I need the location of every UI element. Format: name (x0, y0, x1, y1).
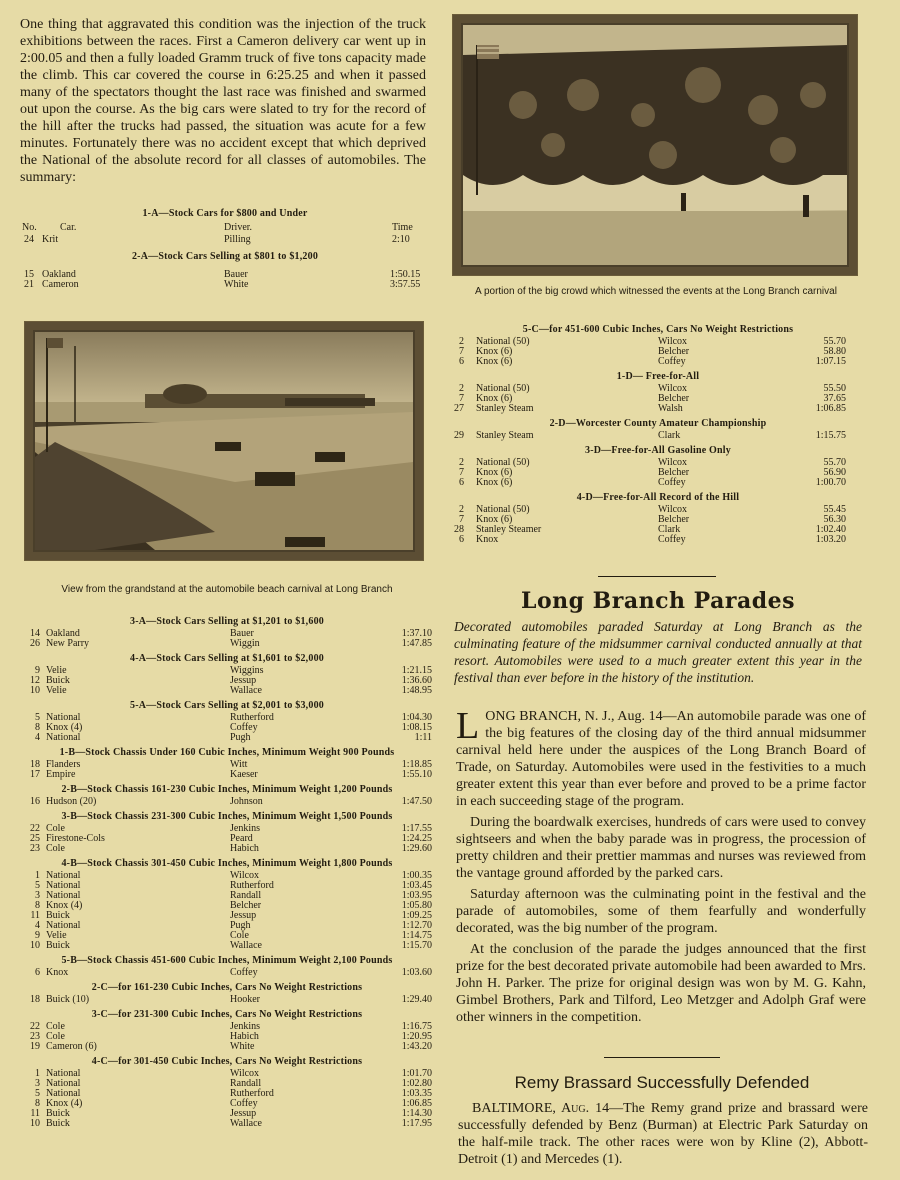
row-no: 8 (35, 900, 40, 911)
row-time: 1:06.85 (401, 1098, 432, 1109)
row-driver: Jenkins (230, 1021, 260, 1032)
row-no: 4 (35, 920, 40, 931)
row-driver: White (230, 1041, 255, 1052)
table-row (20, 1119, 434, 1129)
row-time: 1:03.45 (401, 880, 432, 891)
row-no: 5 (35, 712, 40, 723)
row-time: 55.50 (823, 383, 846, 394)
row-no: 2 (459, 383, 464, 394)
row-car: Firestone-Cols (46, 833, 105, 844)
row-driver: Johnson (230, 796, 263, 807)
row-driver: Wilcox (658, 504, 688, 515)
remy-dateline: BALTIMORE, Aug. 14— (472, 1101, 624, 1116)
row-time: 1:03.20 (815, 534, 846, 545)
row-driver: Wallace (230, 1118, 262, 1129)
row-time: 2:10 (392, 234, 410, 245)
table-row (452, 431, 864, 441)
table-row (20, 941, 434, 951)
row-car: Velie (46, 930, 67, 941)
row-time: 1:02.40 (815, 524, 846, 535)
row-driver: Belcher (658, 346, 690, 357)
summary-right (452, 320, 864, 545)
row-no: 1 (35, 870, 40, 881)
summary-left (20, 612, 434, 1129)
row-car: National (46, 712, 81, 723)
table-row (20, 1042, 434, 1052)
row-no: 8 (35, 1098, 40, 1109)
row-no: 3 (35, 890, 40, 901)
table-row (20, 1089, 434, 1099)
row-time: 1:00.70 (815, 477, 846, 488)
row-time: 1:14.75 (401, 930, 432, 941)
parades-article (456, 705, 866, 1026)
row-car: National (46, 920, 81, 931)
row-car: Knox (6) (476, 514, 513, 525)
row-car: Knox (46, 967, 69, 978)
section-divider (604, 1057, 720, 1058)
row-car: Cameron (6) (46, 1041, 97, 1052)
row-time: 3:57.55 (390, 279, 421, 290)
row-car: National (50) (476, 336, 530, 347)
table-row (20, 639, 434, 649)
table-row (20, 931, 434, 941)
row-time: 1:18.85 (401, 759, 432, 770)
section-title: 5-C—for 451-600 Cubic Inches, Cars No Weight Restrictions (522, 324, 794, 335)
row-time: 1:21.15 (401, 665, 432, 676)
table-row (20, 881, 434, 891)
parades-lead: Decorated automobiles paraded Saturday at Long Branch as the culminating feature of the midsummer carnival conducted annually at that resort. Automobiles were used to a much greater extent this year in the festival than ever before in the history of the institution. (454, 619, 862, 685)
table-row (20, 1022, 434, 1032)
row-driver: Coffey (230, 722, 258, 733)
row-no: 18 (30, 759, 40, 770)
row-no: 18 (30, 994, 40, 1005)
row-no: 11 (30, 1108, 40, 1119)
row-time: 1:37.10 (401, 628, 432, 639)
row-driver: Witt (230, 759, 248, 770)
section-title: 4-C—for 301-450 Cubic Inches, Cars No Weight Restrictions (91, 1056, 363, 1067)
row-time: 1:12.70 (401, 920, 432, 931)
row-car: Stanley Steam (476, 430, 534, 441)
row-car: Buick (46, 910, 70, 921)
section-title: 1-D— Free-for-All (616, 371, 700, 382)
row-car: Cole (46, 823, 65, 834)
row-car: Cole (46, 1031, 65, 1042)
row-time: 1:17.95 (401, 1118, 432, 1129)
row-driver: Pugh (230, 732, 251, 743)
row-no: 7 (459, 514, 464, 525)
table-row (20, 723, 434, 733)
table-row (20, 235, 430, 245)
row-driver: Coffey (658, 534, 686, 545)
row-time: 1:11 (414, 732, 432, 743)
row-car: Velie (46, 685, 67, 696)
row-driver: Coffey (230, 1098, 258, 1109)
row-driver: Rutherford (230, 1088, 274, 1099)
row-driver: Cole (230, 930, 249, 941)
section-title: 4-B—Stock Chassis 301-450 Cubic Inches, Minimum Weight 1,800 Pounds (61, 858, 393, 869)
row-no: 8 (35, 722, 40, 733)
row-time: 55.70 (823, 336, 846, 347)
row-driver: Clark (658, 430, 681, 441)
section-title: 5-B—Stock Chassis 451-600 Cubic Inches, Minimum Weight 2,100 Pounds (61, 955, 393, 966)
article-paragraph-4: At the conclusion of the parade the judges announced that the first prize for the best decorated private automobile had been awarded to Mrs. John H. Parker. The prize for original design was won by M. G. Kahn, Gimbel Brothers, Park and Tilford, Leo Metzger and Adolph Graf were other winners in the competition. (456, 942, 866, 1025)
row-time: 1:02.80 (401, 1078, 432, 1089)
row-no: 10 (30, 940, 40, 951)
parades-heading: Long Branch Parades (521, 588, 795, 614)
row-driver: Wilcox (658, 457, 688, 468)
row-driver: Coffey (658, 477, 686, 488)
row-driver: Pilling (224, 234, 251, 245)
row-no: 29 (454, 430, 464, 441)
row-no: 3 (35, 1078, 40, 1089)
header-no: No. (22, 222, 37, 233)
row-car: Flanders (46, 759, 81, 770)
row-no: 22 (30, 1021, 40, 1032)
row-driver: Kaeser (230, 769, 258, 780)
row-driver: Wallace (230, 940, 262, 951)
row-driver: Bauer (230, 628, 254, 639)
row-time: 1:09.25 (401, 910, 432, 921)
section-title: 3-D—Free-for-All Gasoline Only (585, 445, 731, 456)
row-car: National (50) (476, 457, 530, 468)
row-time: 1:15.75 (815, 430, 846, 441)
row-no: 22 (30, 823, 40, 834)
beach-scene-illustration (35, 332, 413, 550)
row-time: 1:00.35 (401, 870, 432, 881)
article-paragraph-3: Saturday afternoon was the culminating point in the festival and the parade of automobiles, some of them fearfully and wonderfully decorated, was the big number of the program. (456, 887, 866, 936)
row-driver: Randall (230, 890, 262, 901)
row-driver: Coffey (230, 967, 258, 978)
row-no: 24 (24, 234, 34, 245)
section-title: 1-B—Stock Chassis Under 160 Cubic Inches, Minimum Weight 900 Pounds (59, 747, 395, 758)
row-car: Knox (476, 534, 499, 545)
table-row (20, 666, 434, 676)
table-row (20, 995, 434, 1005)
row-driver: Bauer (224, 269, 248, 280)
row-car: New Parry (46, 638, 90, 649)
table-row (452, 404, 864, 414)
row-driver: Habich (230, 843, 259, 854)
row-driver: Rutherford (230, 880, 274, 891)
table-row (20, 901, 434, 911)
row-no: 17 (30, 769, 40, 780)
row-driver: Coffey (658, 356, 686, 367)
row-driver: Hooker (230, 994, 260, 1005)
row-time: 56.90 (823, 467, 846, 478)
row-no: 6 (35, 967, 40, 978)
row-no: 2 (459, 504, 464, 515)
row-time: 55.70 (823, 457, 846, 468)
table-row (20, 1109, 434, 1119)
table-row (20, 760, 434, 770)
row-car: National (46, 1078, 81, 1089)
table-row (20, 1079, 434, 1089)
table-row (20, 871, 434, 881)
section-title: 5-A—Stock Cars Selling at $2,001 to $3,000 (130, 700, 324, 711)
beach-photo-caption: View from the grandstand at the automobile beach carnival at Long Branch (61, 584, 393, 595)
row-driver: Belcher (658, 467, 690, 478)
row-driver: Jessup (230, 675, 257, 686)
row-car: Cole (46, 843, 65, 854)
row-driver: Jessup (230, 1108, 257, 1119)
section-title: 3-B—Stock Chassis 231-300 Cubic Inches, Minimum Weight 1,500 Pounds (61, 811, 393, 822)
table-row (20, 686, 434, 696)
row-time: 1:17.55 (401, 823, 432, 834)
row-time: 58.80 (823, 346, 846, 357)
row-no: 6 (459, 477, 464, 488)
row-no: 14 (30, 628, 40, 639)
row-car: Knox (4) (46, 722, 83, 733)
row-no: 23 (30, 843, 40, 854)
row-time: 1:20.95 (401, 1031, 432, 1042)
row-no: 1 (35, 1068, 40, 1079)
table-row (20, 921, 434, 931)
header-driver: Driver. (224, 222, 253, 233)
header-car: Car. (60, 222, 77, 233)
section-title: 2-A—Stock Cars Selling at $801 to $1,200 (131, 251, 319, 262)
row-no: 5 (35, 1088, 40, 1099)
row-driver: Randall (230, 1078, 262, 1089)
row-no: 10 (30, 685, 40, 696)
table-row (20, 797, 434, 807)
row-no: 27 (454, 403, 464, 414)
table-row (452, 535, 864, 545)
remy-text: The Remy grand prize and brassard were successfully defended by Benz (Burman) at Electric Park Saturday on the half-mile track. The other races were won by Kline (2), Abbott-Detroit (1) and Mercedes (1). (458, 1101, 868, 1167)
row-time: 1:36.60 (401, 675, 432, 686)
section-title: 4-D—Free-for-All Record of the Hill (576, 492, 740, 503)
row-car: Knox (6) (476, 356, 513, 367)
row-no: 11 (30, 910, 40, 921)
row-time: 1:29.40 (401, 994, 432, 1005)
row-time: 56.30 (823, 514, 846, 525)
row-driver: Wilcox (658, 336, 688, 347)
table-row (20, 891, 434, 901)
row-no: 16 (30, 796, 40, 807)
row-time: 1:03.95 (401, 890, 432, 901)
row-car: Cole (46, 1021, 65, 1032)
row-time: 1:06.85 (815, 403, 846, 414)
row-no: 21 (24, 279, 34, 290)
row-time: 1:08.15 (401, 722, 432, 733)
row-car: National (50) (476, 383, 530, 394)
row-time: 1:24.25 (401, 833, 432, 844)
table-header (20, 221, 430, 235)
row-car: Stanley Steamer (476, 524, 542, 535)
row-driver: Clark (658, 524, 681, 535)
row-no: 19 (30, 1041, 40, 1052)
crowd-scene-illustration (463, 25, 847, 265)
row-driver: Wiggin (230, 638, 260, 649)
section-divider (598, 576, 716, 577)
row-car: Oakland (42, 269, 76, 280)
row-no: 9 (35, 665, 40, 676)
row-time: 1:04.30 (401, 712, 432, 723)
row-time: 1:55.10 (401, 769, 432, 780)
section-title: 3-C—for 231-300 Cubic Inches, Cars No Weight Restrictions (91, 1009, 363, 1020)
row-time: 1:43.20 (401, 1041, 432, 1052)
table-row (20, 280, 430, 290)
row-car: Knox (4) (46, 900, 83, 911)
row-time: 1:15.70 (401, 940, 432, 951)
row-car: National (46, 870, 81, 881)
row-no: 28 (454, 524, 464, 535)
row-car: Velie (46, 665, 67, 676)
row-car: National (46, 1088, 81, 1099)
row-no: 2 (459, 457, 464, 468)
row-driver: Wilcox (230, 870, 260, 881)
article-paragraph-2: During the boardwalk exercises, hundreds of cars were used to convey sightseers and when the baby parade was in progress, the procession of pretty children and their prettier mammas and nurses was reviewed from the vantage ground afforded by the parked cars. (456, 815, 866, 881)
row-car: Stanley Steam (476, 403, 534, 414)
row-no: 6 (459, 356, 464, 367)
row-car: Oakland (46, 628, 80, 639)
row-driver: Rutherford (230, 712, 274, 723)
table-row (20, 968, 434, 978)
crowd-photo (452, 14, 858, 276)
row-no: 2 (459, 336, 464, 347)
row-no: 7 (459, 467, 464, 478)
row-driver: Pugh (230, 920, 251, 931)
table-row (20, 676, 434, 686)
row-car: Buick (46, 675, 70, 686)
beach-carnival-photo (24, 321, 424, 561)
table-row (452, 478, 864, 488)
row-driver: Belcher (658, 393, 690, 404)
row-time: 37.65 (823, 393, 846, 404)
section-title: 3-A—Stock Cars Selling at $1,201 to $1,600 (130, 616, 324, 627)
table-row (20, 1069, 434, 1079)
row-no: 9 (35, 930, 40, 941)
row-car: Buick (46, 940, 70, 951)
article-paragraph-1 (456, 705, 866, 810)
row-no: 5 (35, 880, 40, 891)
row-driver: Walsh (658, 403, 683, 414)
row-driver: Jenkins (230, 823, 260, 834)
section-title: 4-A—Stock Cars Selling at $1,601 to $2,000 (130, 653, 324, 664)
table-row (20, 1099, 434, 1109)
row-time: 1:50.15 (390, 269, 421, 280)
table-row (20, 733, 434, 743)
row-car: Knox (6) (476, 393, 513, 404)
row-no: 12 (30, 675, 40, 686)
row-car: National (46, 890, 81, 901)
section-title: 2-C—for 161-230 Cubic Inches, Cars No Weight Restrictions (91, 982, 363, 993)
row-time: 1:03.35 (401, 1088, 432, 1099)
row-no: 25 (30, 833, 40, 844)
row-car: Buick (46, 1108, 70, 1119)
row-time: 1:14.30 (401, 1108, 432, 1119)
intro-paragraph: One thing that aggravated this condition was the injection of the truck exhibitions between the races. First a Cameron delivery car went up in 2:00.05 and then a fully loaded Gramm truck of five tons capacity made the climb. This car covered the course in 6:25.25 and when it passed many of the spectators thought the last race was finished and swarmed out upon the course. As the big cars were slated to try for the record of the hill after the trucks had passed, the situation was acute for a few minutes. Fortunately there was no accident except that which deprived the National of the absolute record for all classes of automobiles. The summary: (20, 17, 426, 185)
row-car: National (46, 880, 81, 891)
row-car: National (46, 1068, 81, 1079)
row-car: Hudson (20) (46, 796, 97, 807)
row-driver: Belcher (658, 514, 690, 525)
remy-heading: Remy Brassard Successfully Defended (514, 1073, 810, 1092)
row-time: 1:01.70 (401, 1068, 432, 1079)
row-car: Knox (6) (476, 467, 513, 478)
row-time: 1:47.85 (401, 638, 432, 649)
row-no: 15 (24, 269, 34, 280)
row-driver: Wiggins (230, 665, 264, 676)
row-car: National (50) (476, 504, 530, 515)
row-no: 6 (459, 534, 464, 545)
crowd-photo-caption: A portion of the big crowd which witnessed the events at the Long Branch carnival (475, 286, 837, 297)
row-time: 1:03.60 (401, 967, 432, 978)
row-car: Buick (46, 1118, 70, 1129)
row-car: Krit (42, 234, 59, 245)
row-no: 26 (30, 638, 40, 649)
row-car: Cameron (42, 279, 79, 290)
row-time: 55.45 (823, 504, 846, 515)
row-no: 10 (30, 1118, 40, 1129)
row-driver: Jessup (230, 910, 257, 921)
row-no: 7 (459, 346, 464, 357)
row-time: 1:48.95 (401, 685, 432, 696)
row-no: 7 (459, 393, 464, 404)
section-title: 2-D—Worcester County Amateur Championship (549, 418, 767, 429)
row-time: 1:47.50 (401, 796, 432, 807)
remy-paragraph (458, 1100, 868, 1168)
table-row (20, 713, 434, 723)
row-car: Knox (6) (476, 346, 513, 357)
section-title: 1-A—Stock Cars for $800 and Under (142, 208, 308, 219)
row-driver: Peard (230, 833, 253, 844)
summary-top (20, 208, 430, 290)
row-car: Buick (10) (46, 994, 90, 1005)
row-driver: Wilcox (658, 383, 688, 394)
table-row (20, 844, 434, 854)
row-car: Knox (4) (46, 1098, 83, 1109)
row-car: Empire (46, 769, 76, 780)
row-time: 1:05.80 (401, 900, 432, 911)
table-row (20, 770, 434, 780)
dateline: ONG BRANCH, N. J., Aug. 14— (485, 709, 677, 724)
drop-cap: L (456, 705, 480, 747)
row-car: National (46, 732, 81, 743)
header-time: Time (392, 222, 413, 233)
row-time: 1:07.15 (815, 356, 846, 367)
paragraph-text: An automobile parade was one of the big features of the closing day of the third annual midsummer carnival held here under the auspices of the Long Branch Board of Trade, on Saturday. Automobiles were used in the festivities to a much greater extent this year than ever before and proved to be a prime factor in each succeeding stage of the program. (456, 709, 866, 809)
table-row (20, 911, 434, 921)
table-row (452, 357, 864, 367)
row-driver: Wilcox (230, 1068, 260, 1079)
row-driver: Habich (230, 1031, 259, 1042)
row-time: 1:16.75 (401, 1021, 432, 1032)
row-time: 1:29.60 (401, 843, 432, 854)
row-driver: Belcher (230, 900, 262, 911)
row-driver: Wallace (230, 685, 262, 696)
section-title: 2-B—Stock Chassis 161-230 Cubic Inches, Minimum Weight 1,200 Pounds (61, 784, 393, 795)
row-car: Knox (6) (476, 477, 513, 488)
row-no: 23 (30, 1031, 40, 1042)
row-driver: White (224, 279, 249, 290)
table-row (20, 834, 434, 844)
row-no: 4 (35, 732, 40, 743)
